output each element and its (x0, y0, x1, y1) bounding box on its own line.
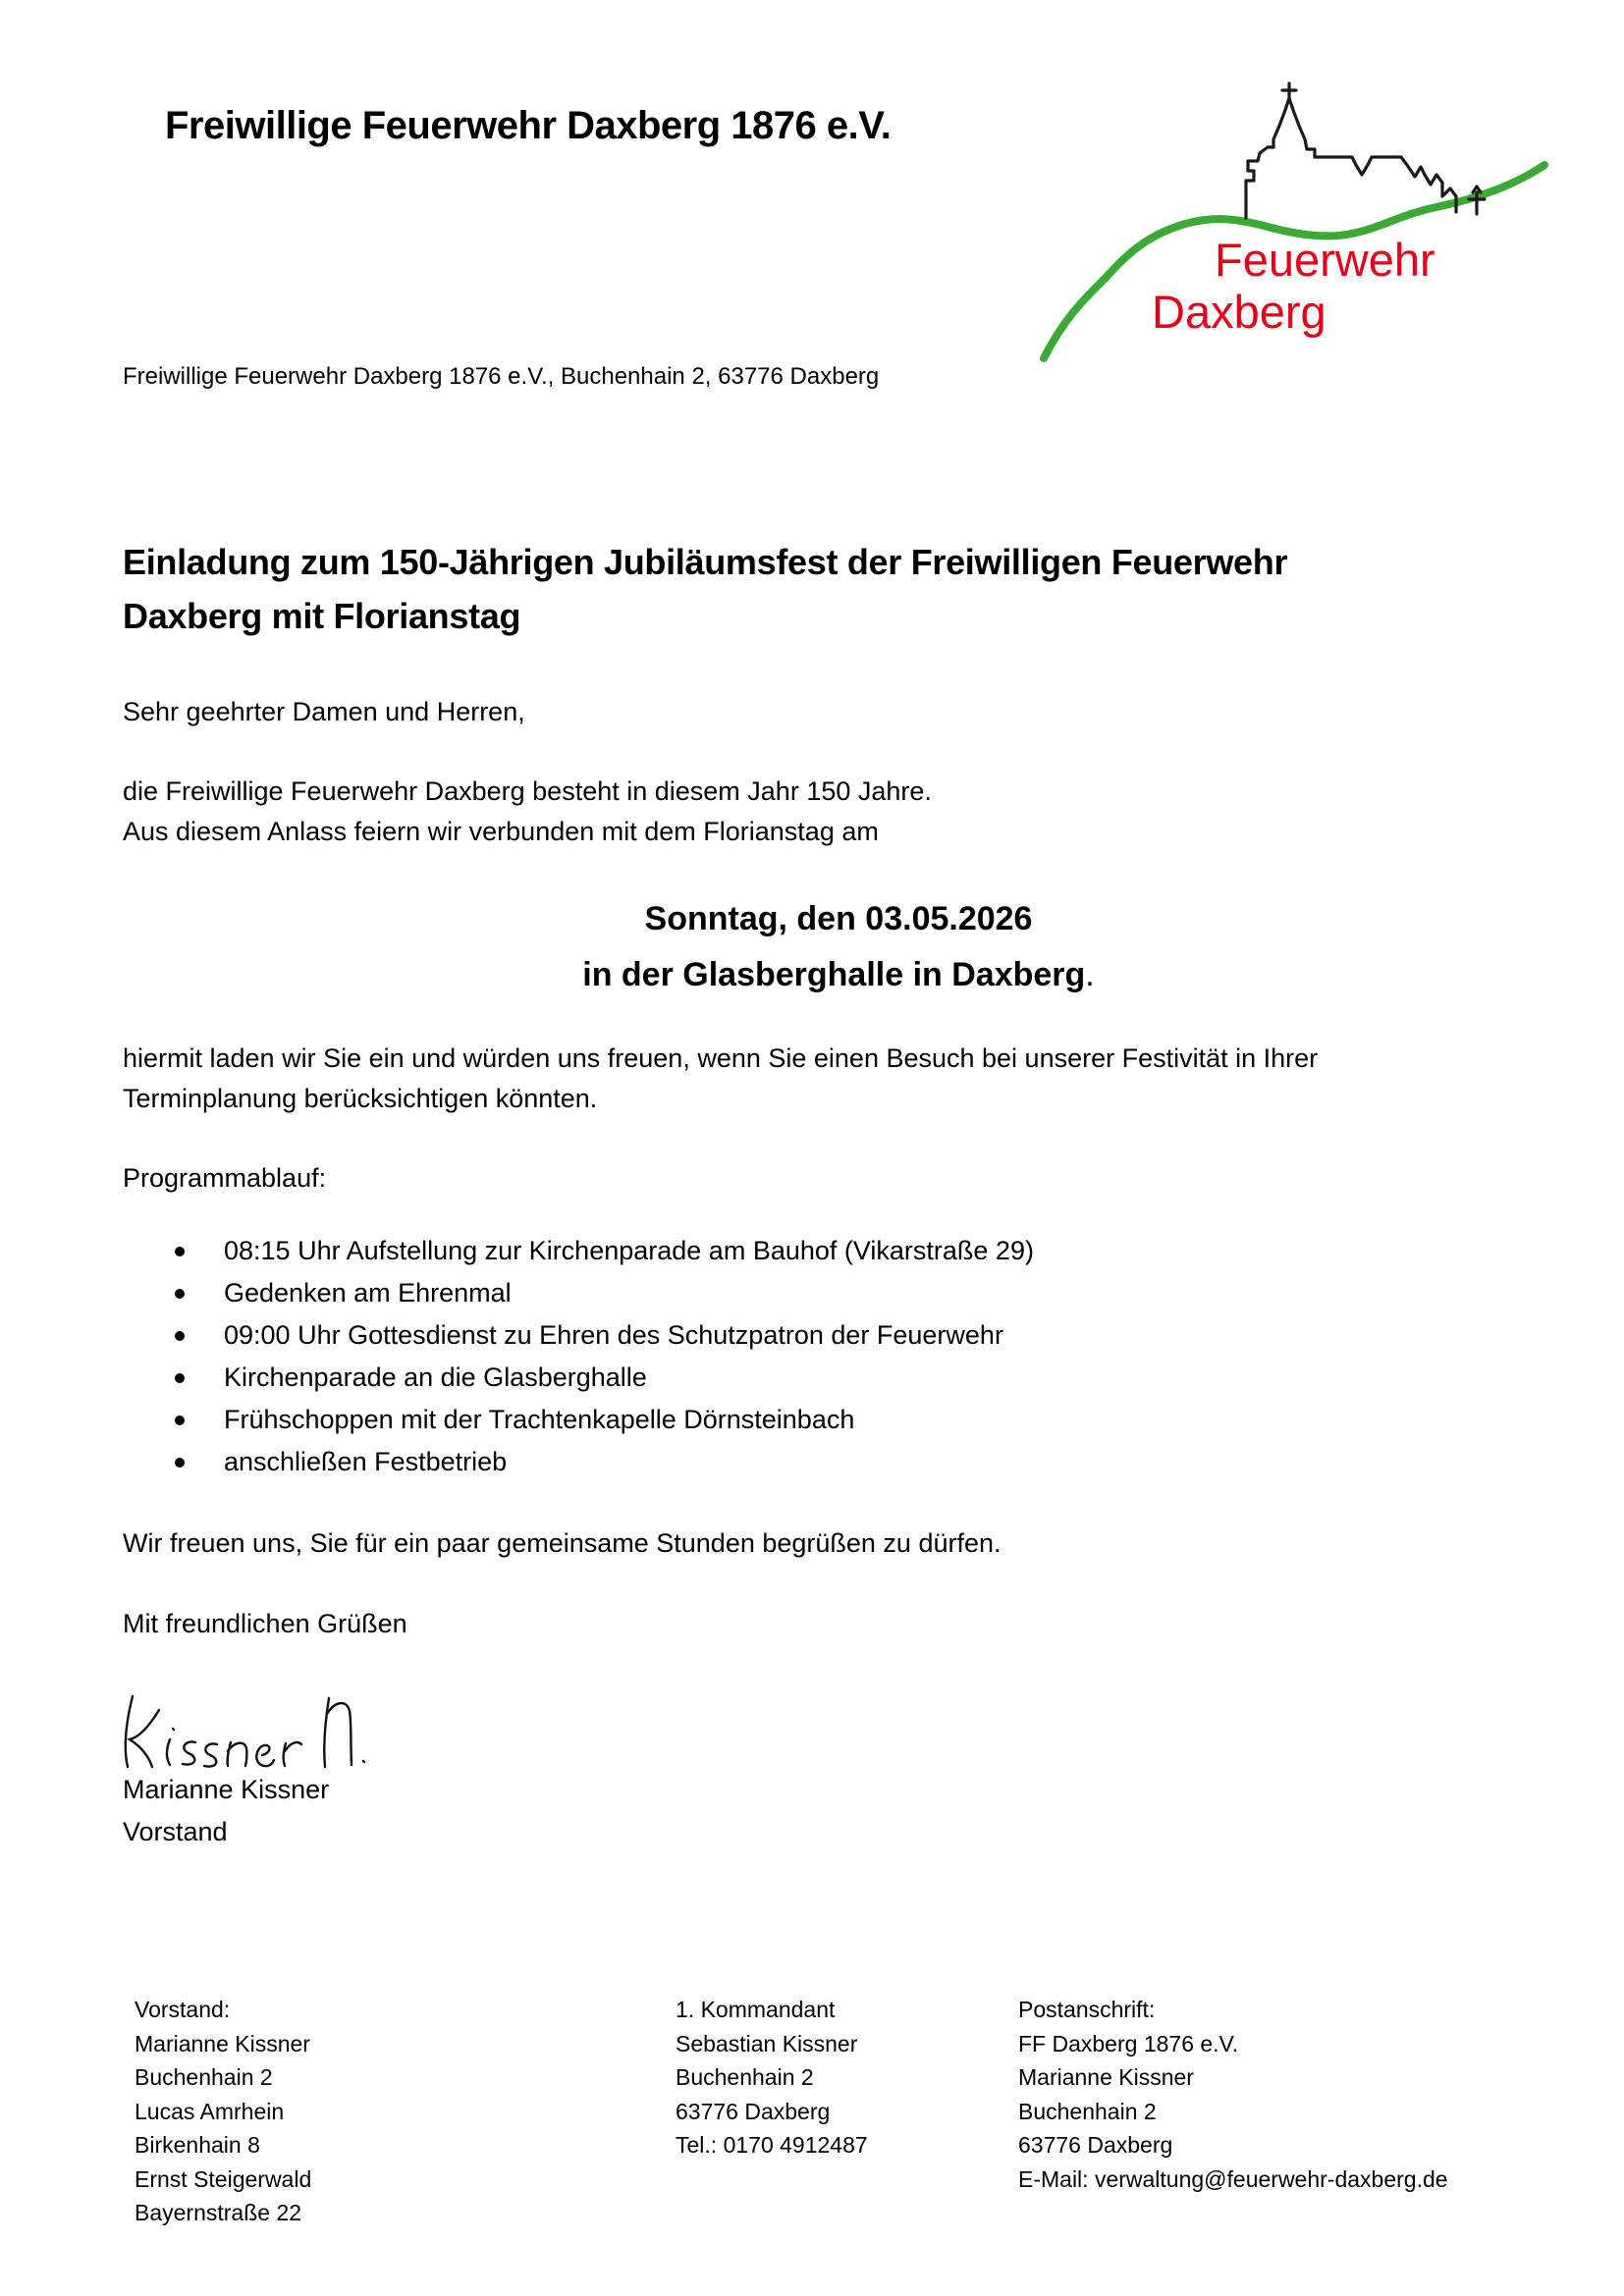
footer-line: Ernst Steigerwald (135, 2165, 312, 2192)
invite-line-2: Terminplanung berücksichtigen könnten. (123, 1084, 598, 1113)
bullet-icon (175, 1331, 185, 1341)
footer-line: Bayernstraße 22 (135, 2200, 302, 2225)
footer-column-kommandant (676, 1993, 1000, 2163)
closing-line: Wir freuen uns, Sie für ein paar gemeinsame Stunden begrüßen zu dürfen. (123, 1528, 1001, 1558)
program-list (123, 1230, 1497, 1483)
footer-line: Buchenhain 2 (135, 2064, 273, 2090)
footer-line: Marianne Kissner (135, 2030, 310, 2056)
list-item: 09:00 Uhr Gottesdienst zu Ehren des Schutzpatron der Feuerwehr (123, 1314, 1497, 1357)
footer-line: 63776 Daxberg (676, 2098, 831, 2124)
footer-line: 63776 Daxberg (1018, 2132, 1173, 2158)
list-item: 08:15 Uhr Aufstellung zur Kirchenparade am Bauhof (Vikarstraße 29) (123, 1230, 1497, 1272)
invite-line-1: hiermit laden wir Sie ein und würden uns freuen, wenn Sie einen Besuch bei unserer Festivität in Ihrer (123, 1043, 1319, 1073)
footer-line: E-Mail: verwaltung@feuerwehr-daxberg.de (1018, 2165, 1448, 2192)
footer-line: Postanschrift: (1018, 1997, 1156, 2022)
list-item: anschließen Festbetrieb (123, 1441, 1497, 1483)
intro-line-2: Aus diesem Anlass feiern wir verbunden mit dem Florianstag am (123, 817, 879, 846)
list-item: Kirchenparade an die Glasberghalle (123, 1357, 1497, 1399)
list-item: Frühschoppen mit der Trachtenkapelle Dörnsteinbach (123, 1399, 1497, 1441)
footer-line: Marianne Kissner (1018, 2064, 1194, 2090)
footer-line: Buchenhain 2 (676, 2064, 814, 2090)
footer-line: 1. Kommandant (676, 1997, 836, 2022)
bullet-icon (175, 1247, 185, 1256)
footer-column-vorstand (135, 1993, 547, 2230)
location-period: . (1085, 956, 1095, 993)
event-date-block (123, 891, 1554, 1003)
event-location-line: in der Glasberghalle in Daxberg. (582, 956, 1095, 993)
footer-line: Sebastian Kissner (676, 2030, 858, 2056)
bullet-icon (175, 1373, 185, 1383)
village-silhouette-icon (1246, 83, 1485, 218)
intro-line-1: die Freiwillige Feuerwehr Daxberg besteht in diesem Jahr 150 Jahre. (123, 776, 932, 806)
list-item: Gedenken am Ehrenmal (123, 1272, 1497, 1314)
salutation: Sehr geehrter Damen und Herren, (123, 697, 525, 726)
page-title: Freiwillige Feuerwehr Daxberg 1876 e.V. (165, 104, 892, 147)
sender-address-line: Freiwillige Feuerwehr Daxberg 1876 e.V., Buchenhain 2, 63776 Daxberg (123, 363, 880, 390)
regards-line: Mit freundlichen Grüßen (123, 1609, 407, 1638)
footer-line: Vorstand: (135, 1997, 231, 2022)
program-label: Programmablauf: (123, 1163, 327, 1193)
footer-line: FF Daxberg 1876 e.V. (1018, 2030, 1239, 2056)
fire-department-logo (1026, 71, 1556, 365)
handwritten-signature-image (113, 1686, 368, 1777)
event-date-line: Sonntag, den 03.05.2026 (644, 900, 1033, 937)
signer-role: Vorstand (123, 1817, 228, 1846)
footer-line: Buchenhain 2 (1018, 2098, 1157, 2124)
bullet-icon (175, 1415, 185, 1425)
bullet-icon (175, 1289, 185, 1299)
heading-line-2: Daxberg mit Florianstag (123, 596, 521, 636)
footer-column-postanschrift (1018, 1993, 1529, 2196)
logo-text-daxberg: Daxberg (1152, 286, 1326, 338)
letter-heading (123, 535, 1497, 643)
footer-line: Lucas Amrhein (135, 2098, 285, 2124)
signer-name: Marianne Kissner (123, 1775, 330, 1804)
footer-line: Birkenhain 8 (135, 2132, 260, 2158)
bullet-icon (175, 1458, 185, 1468)
heading-line-1: Einladung zum 150-Jährigen Jubiläumsfest der Freiwilligen Feuerwehr (123, 542, 1288, 582)
logo-text-feuerwehr: Feuerwehr (1215, 234, 1435, 286)
footer-line: Tel.: 0170 4912487 (676, 2132, 868, 2158)
intro-paragraph (123, 772, 932, 852)
invitation-paragraph (123, 1039, 1318, 1119)
